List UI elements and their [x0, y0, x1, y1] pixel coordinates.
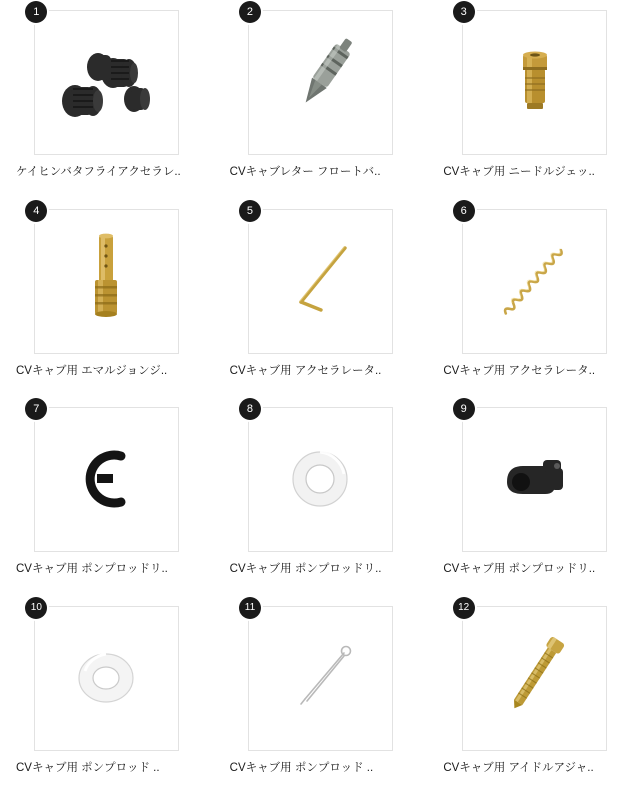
item-number-badge: 4	[25, 200, 47, 222]
thumbnail-wrapper[interactable]	[458, 601, 607, 751]
product-caption[interactable]: ケイヒンバタフライアクセラレ..	[16, 166, 181, 178]
rubber-boots-icon	[35, 11, 178, 154]
product-cell[interactable]	[427, 205, 641, 404]
product-image[interactable]	[34, 407, 179, 552]
item-number-badge: 2	[239, 1, 261, 23]
item-number-badge: 7	[25, 398, 47, 420]
product-image[interactable]	[462, 10, 607, 155]
thumbnail-wrapper[interactable]	[33, 6, 179, 155]
item-number-badge: 3	[453, 1, 475, 23]
product-caption[interactable]: CVキャブ用 エマルジョンジ..	[16, 364, 168, 377]
thumbnail-wrapper[interactable]	[246, 204, 393, 354]
thumbnail-wrapper[interactable]	[460, 204, 607, 354]
thumbnail-wrapper[interactable]	[30, 601, 179, 751]
product-cell[interactable]	[0, 6, 214, 205]
product-cell[interactable]	[427, 6, 641, 205]
product-image[interactable]	[462, 407, 607, 552]
product-image[interactable]	[34, 10, 179, 155]
product-caption[interactable]: CVキャブ用 ニードルジェッ..	[443, 166, 595, 178]
product-caption[interactable]: CVキャブ用 アクセラレータ..	[229, 364, 382, 377]
item-number-badge: 11	[239, 597, 261, 619]
product-cell[interactable]	[0, 205, 214, 404]
thumbnail-wrapper[interactable]	[246, 6, 393, 155]
product-image[interactable]	[248, 407, 393, 552]
product-cell[interactable]	[0, 602, 214, 800]
product-image[interactable]	[248, 606, 393, 751]
thumbnail-wrapper[interactable]	[33, 204, 179, 354]
item-number-badge: 1	[25, 1, 47, 23]
product-cell[interactable]	[0, 403, 214, 602]
item-number-badge: 12	[453, 597, 475, 619]
pump-rod-bracket-icon	[463, 408, 606, 551]
product-image[interactable]	[248, 10, 393, 155]
item-number-badge: 10	[25, 597, 47, 619]
thumbnail-wrapper[interactable]	[33, 403, 179, 552]
item-number-badge: 5	[239, 200, 261, 222]
emulsion-tube-icon	[35, 210, 178, 353]
e-clip-icon	[35, 408, 178, 551]
idle-adjust-screw-icon	[463, 607, 606, 750]
accelerator-spring-icon	[463, 210, 606, 353]
product-cell[interactable]	[214, 602, 428, 800]
item-number-badge: 8	[239, 398, 261, 420]
product-image[interactable]	[34, 209, 179, 354]
item-number-badge: 6	[453, 200, 475, 222]
cotter-pin-icon	[249, 607, 392, 750]
thumbnail-wrapper[interactable]	[246, 403, 393, 552]
thumbnail-wrapper[interactable]	[460, 403, 607, 552]
product-caption[interactable]: CVキャブ用 ポンプロッドリ..	[443, 563, 596, 575]
float-valve-icon	[249, 11, 392, 154]
product-caption[interactable]: CVキャブ用 ポンプロッドリ..	[16, 563, 168, 575]
product-caption[interactable]: CVキャブ用 アイドルアジャ..	[443, 761, 594, 774]
thumbnail-wrapper[interactable]	[460, 6, 607, 155]
product-cell[interactable]	[427, 602, 641, 800]
product-cell[interactable]	[427, 403, 641, 602]
product-cell[interactable]	[214, 403, 428, 602]
product-caption[interactable]: CVキャブ用 ポンプロッド ..	[229, 761, 374, 774]
product-cell[interactable]	[214, 205, 428, 404]
product-image[interactable]	[462, 606, 607, 751]
white-ring-icon	[35, 607, 178, 750]
product-caption[interactable]: CVキャブレター フロートバ..	[229, 166, 381, 178]
product-image[interactable]	[462, 209, 607, 354]
product-caption[interactable]: CVキャブ用 ポンプロッドリ..	[229, 563, 382, 575]
accelerator-rod-icon	[249, 210, 392, 353]
item-number-badge: 9	[453, 398, 475, 420]
product-caption[interactable]: CVキャブ用 ポンプロッド ..	[16, 761, 160, 774]
product-caption[interactable]: CVキャブ用 アクセラレータ..	[443, 364, 596, 377]
product-cell[interactable]	[214, 6, 428, 205]
white-washer-icon	[249, 408, 392, 551]
product-image[interactable]	[248, 209, 393, 354]
thumbnail-wrapper[interactable]	[244, 601, 393, 751]
needle-jet-icon	[463, 11, 606, 154]
product-image[interactable]	[34, 606, 179, 751]
